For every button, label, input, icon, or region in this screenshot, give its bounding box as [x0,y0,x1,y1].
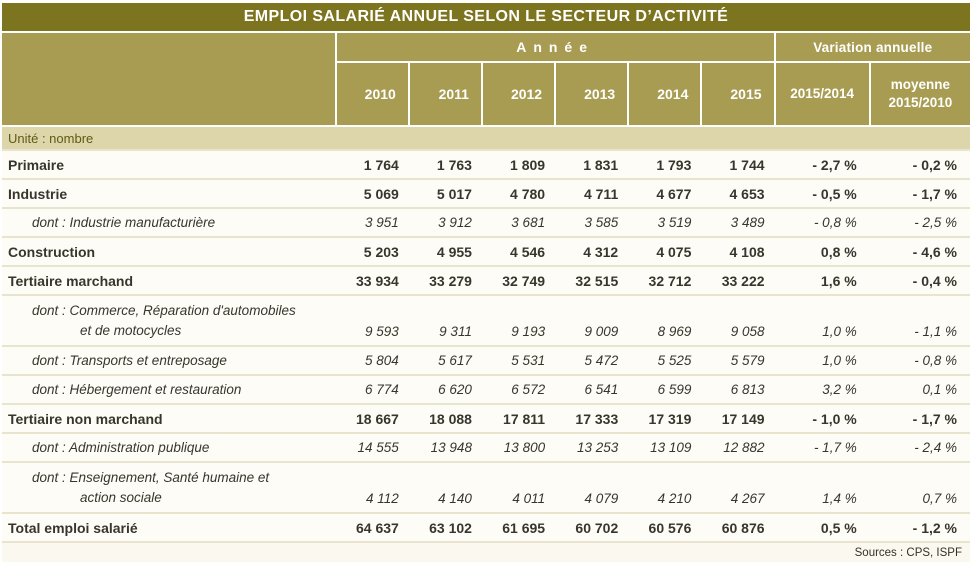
header-corner-cell [2,33,336,126]
variation-cell: - 2,4 % [870,433,970,462]
value-cell: 12 882 [701,433,774,462]
year-column-header-2011: 2011 [409,62,482,126]
value-cell: 3 951 [336,208,409,237]
value-cell: 4 108 [701,237,774,266]
sources-note: Sources : CPS, ISPF [2,542,970,562]
value-cell: 4 079 [555,462,628,513]
row-label: Total emploi salarié [2,513,336,542]
value-cell: 4 210 [628,462,701,513]
variation-cell: - 0,4 % [870,266,970,295]
row-label: Tertiaire non marchand [2,404,336,433]
year-column-header-2010: 2010 [336,62,409,126]
year-column-header-2014: 2014 [628,62,701,126]
value-cell: 4 075 [628,237,701,266]
unit-label: Unité : nombre [2,126,970,150]
value-cell: 32 712 [628,266,701,295]
value-cell: 4 955 [409,237,482,266]
variation-cell: 3,2 % [775,375,870,404]
value-cell: 13 253 [555,433,628,462]
value-cell: 9 058 [701,295,774,346]
variation-cell: - 2,5 % [870,208,970,237]
value-cell: 6 572 [482,375,555,404]
value-cell: 1 744 [701,150,774,179]
variation-cell: 0,7 % [870,462,970,513]
value-cell: 9 311 [409,295,482,346]
table-row [2,179,970,208]
row-label: dont : Enseignement, Santé humaine et action sociale [2,462,336,513]
value-cell: 4 312 [555,237,628,266]
variation-cell: - 0,8 % [870,346,970,375]
year-group-header: Année [336,33,775,62]
value-cell: 32 515 [555,266,628,295]
variation-cell: 1,0 % [775,295,870,346]
value-cell: 1 793 [628,150,701,179]
year-column-header-2015: 2015 [701,62,774,126]
value-cell: 5 017 [409,179,482,208]
value-cell: 6 813 [701,375,774,404]
value-cell: 5 617 [409,346,482,375]
table-title: EMPLOI SALARIÉ ANNUEL SELON LE SECTEUR D’ACTIVITÉ [2,3,970,31]
variation-cell: 0,8 % [775,237,870,266]
table-row [2,433,970,462]
employment-table [2,33,970,562]
value-cell: 4 112 [336,462,409,513]
value-cell: 33 279 [409,266,482,295]
variation-cell: - 1,0 % [775,404,870,433]
value-cell: 4 677 [628,179,701,208]
value-cell: 13 800 [482,433,555,462]
row-label: dont : Industrie manufacturière [2,208,336,237]
sources-row [2,542,970,562]
value-cell: 4 140 [409,462,482,513]
table-header [2,33,970,126]
value-cell: 8 969 [628,295,701,346]
value-cell: 4 653 [701,179,774,208]
value-cell: 5 472 [555,346,628,375]
value-cell: 18 088 [409,404,482,433]
value-cell: 6 541 [555,375,628,404]
variation-group-header: Variation annuelle [775,33,970,62]
value-cell: 1 809 [482,150,555,179]
variation-cell: - 1,7 % [775,433,870,462]
value-cell: 17 319 [628,404,701,433]
table-row [2,208,970,237]
value-cell: 17 149 [701,404,774,433]
table-row [2,346,970,375]
table-row [2,150,970,179]
variation-cell: 0,1 % [870,375,970,404]
variation-cell: - 4,6 % [870,237,970,266]
variation-cell: 1,6 % [775,266,870,295]
value-cell: 13 109 [628,433,701,462]
variation-column-header-2015-2014: 2015/2014 [775,62,870,126]
variation-column-header-moyenne: moyenne 2015/2010 [870,62,970,126]
unit-row [2,126,970,150]
value-cell: 1 764 [336,150,409,179]
value-cell: 9 593 [336,295,409,346]
value-cell: 14 555 [336,433,409,462]
value-cell: 61 695 [482,513,555,542]
variation-cell: - 1,7 % [870,179,970,208]
row-label: dont : Administration publique [2,433,336,462]
value-cell: 3 585 [555,208,628,237]
value-cell: 9 009 [555,295,628,346]
row-label: Construction [2,237,336,266]
table-row [2,237,970,266]
variation-cell: - 1,1 % [870,295,970,346]
value-cell: 60 576 [628,513,701,542]
row-label: dont : Hébergement et restauration [2,375,336,404]
table-row [2,266,970,295]
value-cell: 5 069 [336,179,409,208]
variation-cell: - 0,8 % [775,208,870,237]
value-cell: 13 948 [409,433,482,462]
value-cell: 1 763 [409,150,482,179]
value-cell: 5 804 [336,346,409,375]
value-cell: 17 333 [555,404,628,433]
variation-cell: - 2,7 % [775,150,870,179]
value-cell: 17 811 [482,404,555,433]
value-cell: 3 519 [628,208,701,237]
table-row [2,462,970,513]
value-cell: 3 912 [409,208,482,237]
value-cell: 6 620 [409,375,482,404]
table-body [2,126,970,562]
year-column-header-2012: 2012 [482,62,555,126]
value-cell: 4 011 [482,462,555,513]
value-cell: 4 780 [482,179,555,208]
header-group-row [2,33,970,62]
value-cell: 60 702 [555,513,628,542]
value-cell: 3 681 [482,208,555,237]
variation-cell: 1,0 % [775,346,870,375]
value-cell: 1 831 [555,150,628,179]
row-label: dont : Transports et entreposage [2,346,336,375]
value-cell: 32 749 [482,266,555,295]
value-cell: 5 531 [482,346,555,375]
value-cell: 3 489 [701,208,774,237]
value-cell: 9 193 [482,295,555,346]
value-cell: 4 711 [555,179,628,208]
variation-cell: - 0,2 % [870,150,970,179]
variation-cell: - 1,2 % [870,513,970,542]
value-cell: 5 203 [336,237,409,266]
value-cell: 63 102 [409,513,482,542]
table-row [2,513,970,542]
row-label: Industrie [2,179,336,208]
variation-cell: - 1,7 % [870,404,970,433]
variation-cell: 0,5 % [775,513,870,542]
value-cell: 60 876 [701,513,774,542]
variation-cell: 1,4 % [775,462,870,513]
row-label: dont : Commerce, Réparation d'automobiles et de motocycles [2,295,336,346]
value-cell: 4 267 [701,462,774,513]
value-cell: 64 637 [336,513,409,542]
value-cell: 5 525 [628,346,701,375]
value-cell: 33 222 [701,266,774,295]
row-label: Primaire [2,150,336,179]
table-row [2,404,970,433]
year-column-header-2013: 2013 [555,62,628,126]
table-row [2,375,970,404]
value-cell: 6 599 [628,375,701,404]
value-cell: 18 667 [336,404,409,433]
row-label: Tertiaire marchand [2,266,336,295]
value-cell: 33 934 [336,266,409,295]
variation-cell: - 0,5 % [775,179,870,208]
table-row [2,295,970,346]
value-cell: 4 546 [482,237,555,266]
value-cell: 6 774 [336,375,409,404]
value-cell: 5 579 [701,346,774,375]
